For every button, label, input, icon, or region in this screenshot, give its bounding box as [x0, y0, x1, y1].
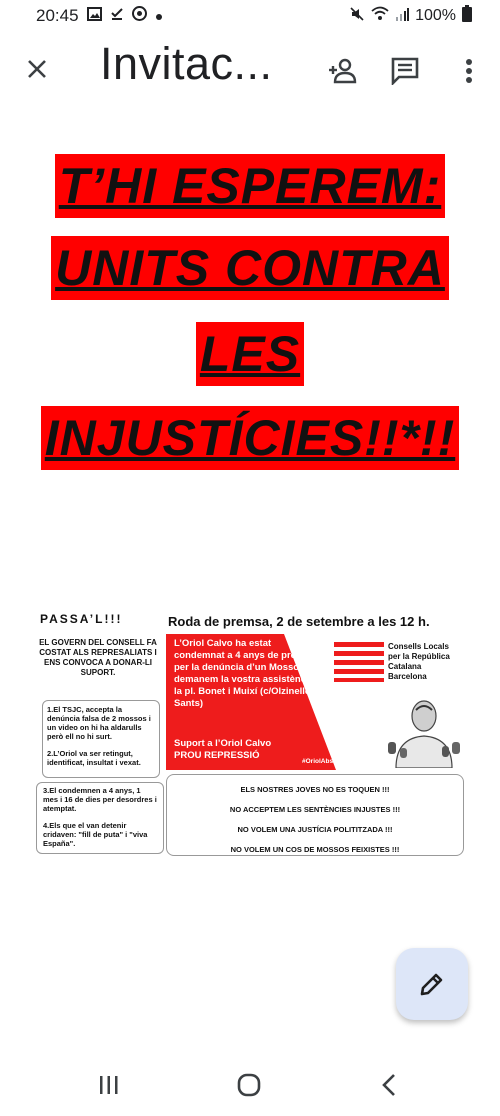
- poster-left-column: [36, 612, 164, 858]
- mute-icon: [349, 6, 365, 27]
- edit-fab-button[interactable]: [396, 948, 468, 1020]
- battery-text: 100%: [415, 7, 456, 24]
- comment-icon: [391, 57, 419, 85]
- document-title: Invitac...: [100, 38, 273, 89]
- headline-line-4: INJUSTÍCIES!!*!!: [41, 406, 459, 470]
- headline-line-1-wrap: [0, 154, 500, 218]
- poster-logo: [334, 642, 464, 690]
- status-left: [36, 6, 163, 26]
- flag-stripes-icon: [334, 642, 384, 682]
- headline-line-2-wrap: [0, 236, 500, 300]
- poster-hashtag: #OriolAbsolució: [302, 758, 353, 765]
- signal-icon: [395, 7, 409, 26]
- poster-title: PASSA’L!!!: [40, 612, 123, 626]
- add-person-icon: [328, 58, 358, 84]
- document-canvas[interactable]: [0, 100, 500, 1030]
- chrome-icon: [132, 6, 147, 26]
- back-button[interactable]: [374, 1070, 404, 1100]
- headline-line-2: UNITS CONTRA: [51, 236, 449, 300]
- poster-slogans-box: [166, 774, 464, 856]
- close-button[interactable]: [20, 54, 54, 88]
- poster-support-line-1: Suport a l’Oriol Calvo: [174, 738, 272, 749]
- logo-line: Consells Locals: [388, 642, 449, 651]
- more-vert-icon: [465, 58, 473, 84]
- status-time: 20:45: [36, 6, 79, 25]
- status-right: [349, 5, 472, 27]
- download-done-icon: [110, 6, 124, 26]
- wifi-icon: [371, 6, 389, 26]
- logo-line: Barcelona: [388, 672, 427, 681]
- headline-line-3: LES: [196, 322, 304, 386]
- headline-line-3-wrap: [0, 322, 500, 386]
- back-icon: [381, 1073, 397, 1097]
- poster-press-line: Roda de premsa, 2 de setembre a les 12 h.: [168, 614, 430, 629]
- poster-point: 3.El condemnen a 4 anys, 1 mes i 16 de dies per desordres i atemptat.: [43, 786, 157, 813]
- logo-line: Catalana: [388, 662, 422, 671]
- share-button[interactable]: [326, 54, 360, 88]
- image-icon: [87, 6, 102, 26]
- close-icon: [26, 58, 48, 80]
- home-icon: [237, 1073, 261, 1097]
- battery-icon: [462, 5, 472, 27]
- poster-slogan: NO VOLEM UNA JUSTÍCIA POLITITZADA !!!: [237, 825, 393, 834]
- poster-point: 4.Els que el van detenir cridaven: "fill de puta" i "viva España".: [43, 821, 148, 848]
- poster-points-box-2: [36, 782, 164, 854]
- poster-red-text: L’Oriol Calvo ha estat condemnat a 4 anys de presó per la denúncia d’un Mosso. Us demanem la vostra assistència a la pl. Bonet i Muixí (c/Olzinelles - Sants): [174, 638, 322, 709]
- poster-red-block: [166, 634, 353, 770]
- headline-line-4-wrap: [0, 406, 500, 470]
- logo-line: per la República: [388, 652, 450, 661]
- poster-slogan: NO ACCEPTEM LES SENTÈNCIES INJUSTES !!!: [229, 805, 401, 814]
- recents-icon: [98, 1075, 120, 1095]
- poster-right-column: [166, 612, 466, 858]
- status-bar: [0, 0, 500, 32]
- dot-icon: [155, 6, 163, 26]
- recents-button[interactable]: [94, 1070, 124, 1100]
- headline-line-1: T’HI ESPEREM:: [55, 154, 445, 218]
- comment-button[interactable]: [388, 54, 422, 88]
- poster-support-line-2: PROU REPRESSIÓ: [174, 750, 260, 761]
- poster-logo-text: [388, 642, 450, 682]
- person-photo-icon: [386, 692, 462, 768]
- poster-points-box-1: [42, 700, 160, 778]
- poster-point: 2.L’Oriol va ser retingut, identificat, insultat i vexat.: [47, 749, 141, 767]
- poster-slogan: NO VOLEM UN COS DE MOSSOS FEIXISTES !!!: [230, 845, 400, 854]
- edit-pencil-icon: [419, 971, 445, 997]
- poster-image: [36, 612, 466, 858]
- app-bar: [0, 34, 500, 108]
- poster-point: 1.El TSJC, accepta la denúncia falsa de 2 mossos i un video on hi ha aldarulls però ell no hi surt.: [47, 705, 151, 741]
- poster-slogan: ELS NOSTRES JOVES NO ES TOQUEN !!!: [240, 785, 390, 794]
- more-options-button[interactable]: [452, 54, 486, 88]
- poster-gov-text: EL GOVERN DEL CONSELL FA COSTAT ALS REPRESALIATS I ENS CONVOCA A DONAR-LI SUPORT.: [39, 638, 157, 677]
- poster-support: [174, 738, 271, 762]
- home-button[interactable]: [234, 1070, 264, 1100]
- system-nav-bar: [0, 1056, 500, 1116]
